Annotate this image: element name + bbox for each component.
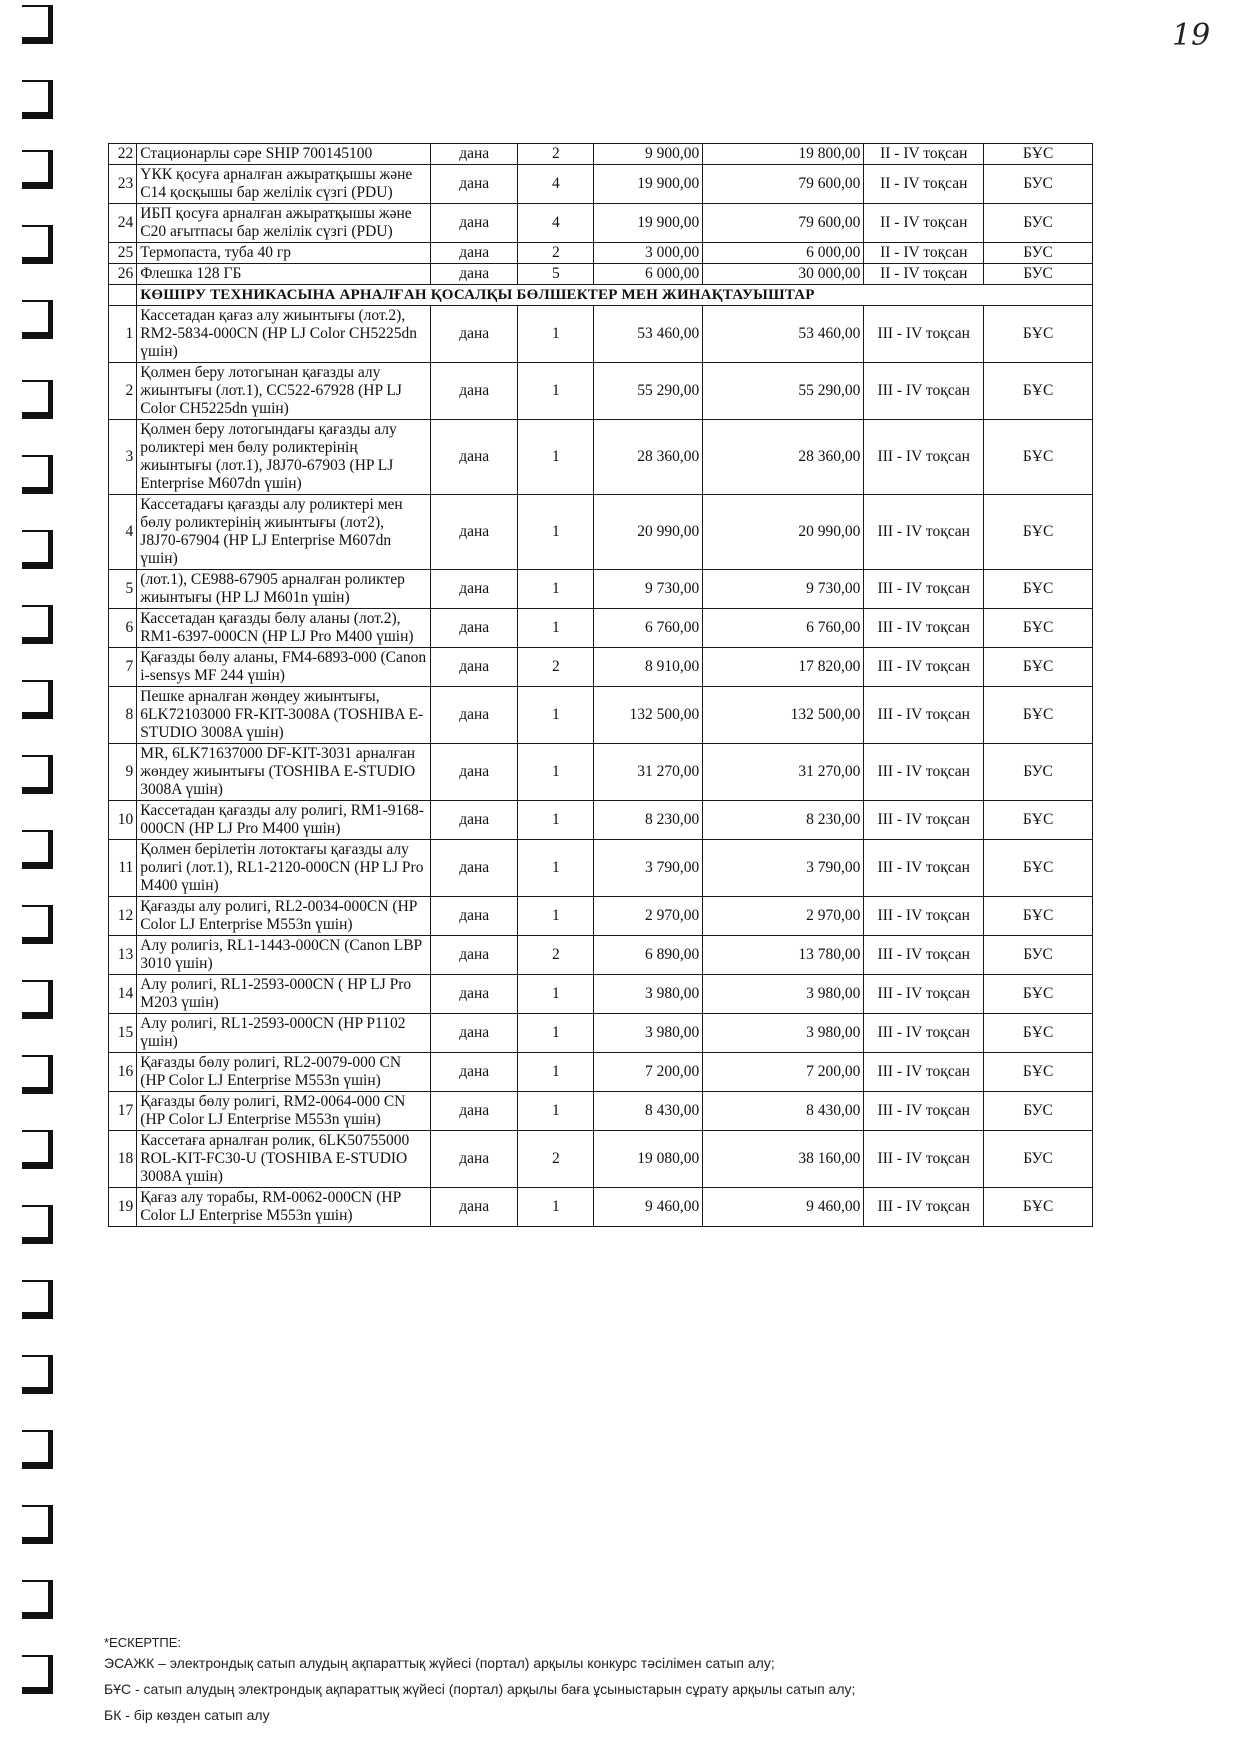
table-row bbox=[109, 363, 1093, 420]
cell-term: III - IV тоқсан bbox=[864, 936, 984, 975]
cell-method: БҰС bbox=[984, 897, 1093, 936]
cell-method: БУС bbox=[984, 165, 1093, 204]
cell-unit: дана bbox=[431, 801, 518, 840]
cell-price: 9 730,00 bbox=[594, 570, 703, 609]
cell-unit: дана bbox=[431, 609, 518, 648]
cell-method: БУС bbox=[984, 204, 1093, 243]
binding-clips bbox=[8, 0, 48, 1754]
cell-sum: 79 600,00 bbox=[703, 204, 864, 243]
cell-price: 19 900,00 bbox=[594, 165, 703, 204]
cell-price: 3 980,00 bbox=[594, 1014, 703, 1053]
cell-num: 6 bbox=[109, 609, 137, 648]
cell-empty bbox=[109, 285, 137, 306]
table-row bbox=[109, 1053, 1093, 1092]
cell-name: Флешка 128 ГБ bbox=[137, 264, 431, 285]
binding-clip bbox=[22, 150, 53, 189]
cell-method: БҰС bbox=[984, 570, 1093, 609]
cell-unit: дана bbox=[431, 687, 518, 744]
cell-qty: 5 bbox=[518, 264, 594, 285]
cell-num: 13 bbox=[109, 936, 137, 975]
cell-qty: 1 bbox=[518, 609, 594, 648]
cell-sum: 8 230,00 bbox=[703, 801, 864, 840]
cell-num: 9 bbox=[109, 744, 137, 801]
cell-unit: дана bbox=[431, 744, 518, 801]
cell-term: III - IV тоқсан bbox=[864, 1188, 984, 1227]
cell-unit: дана bbox=[431, 1053, 518, 1092]
binding-clip bbox=[22, 455, 53, 494]
binding-clip bbox=[22, 980, 53, 1019]
table-row bbox=[109, 648, 1093, 687]
cell-unit: дана bbox=[431, 840, 518, 897]
cell-price: 3 790,00 bbox=[594, 840, 703, 897]
notes-heading: *ЕСКЕРТПЕ: bbox=[104, 1635, 182, 1650]
cell-num: 1 bbox=[109, 306, 137, 363]
cell-unit: дана bbox=[431, 936, 518, 975]
cell-num: 24 bbox=[109, 204, 137, 243]
binding-clip bbox=[22, 380, 53, 419]
cell-num: 22 bbox=[109, 144, 137, 165]
cell-name: Кассетадан қағазды бөлу аланы (лот.2), RM1-6397-000CN (HP LJ Pro M400 үшін) bbox=[137, 609, 431, 648]
cell-price: 19 900,00 bbox=[594, 204, 703, 243]
cell-price: 53 460,00 bbox=[594, 306, 703, 363]
cell-qty: 1 bbox=[518, 1188, 594, 1227]
binding-clip bbox=[22, 605, 53, 644]
binding-clip bbox=[22, 1205, 53, 1244]
cell-sum: 3 790,00 bbox=[703, 840, 864, 897]
cell-sum: 132 500,00 bbox=[703, 687, 864, 744]
cell-name: Қағазды бөлу ролигі, RL2-0079-000 CN (HP Color LJ Enterprise M553n үшін) bbox=[137, 1053, 431, 1092]
cell-term: II - IV тоқсан bbox=[864, 144, 984, 165]
cell-term: III - IV тоқсан bbox=[864, 840, 984, 897]
cell-name: Қолмен беру лотогынан қағазды алу жиынтығы (лот.1), CC522-67928 (HP LJ Color CH5225dn үшін) bbox=[137, 363, 431, 420]
binding-clip bbox=[22, 1505, 53, 1544]
table-row bbox=[109, 144, 1093, 165]
cell-price: 132 500,00 bbox=[594, 687, 703, 744]
note-line: БК - бір көзден сатып алу bbox=[104, 1707, 270, 1723]
cell-method: БУС bbox=[984, 243, 1093, 264]
cell-price: 9 900,00 bbox=[594, 144, 703, 165]
cell-name: ҮКК қосуға арналған ажыратқышы және С14 қосқышы бар желілік сүзгі (PDU) bbox=[137, 165, 431, 204]
binding-clip bbox=[22, 530, 53, 569]
cell-sum: 13 780,00 bbox=[703, 936, 864, 975]
cell-name: Кассетадан қағазды алу ролигі, RM1-9168-000CN (HP LJ Pro M400 үшін) bbox=[137, 801, 431, 840]
cell-num: 25 bbox=[109, 243, 137, 264]
cell-unit: дана bbox=[431, 165, 518, 204]
cell-term: III - IV тоқсан bbox=[864, 744, 984, 801]
cell-sum: 3 980,00 bbox=[703, 975, 864, 1014]
table-row bbox=[109, 264, 1093, 285]
cell-price: 8 230,00 bbox=[594, 801, 703, 840]
cell-sum: 30 000,00 bbox=[703, 264, 864, 285]
cell-unit: дана bbox=[431, 264, 518, 285]
cell-price: 28 360,00 bbox=[594, 420, 703, 495]
cell-term: III - IV тоқсан bbox=[864, 306, 984, 363]
cell-qty: 1 bbox=[518, 495, 594, 570]
cell-unit: дана bbox=[431, 243, 518, 264]
cell-num: 18 bbox=[109, 1131, 137, 1188]
cell-num: 26 bbox=[109, 264, 137, 285]
cell-num: 8 bbox=[109, 687, 137, 744]
binding-clip bbox=[22, 1355, 53, 1394]
cell-qty: 1 bbox=[518, 975, 594, 1014]
section-title: КӨШІРУ ТЕХНИКАСЫНА АРНАЛҒАН ҚОСАЛҚЫ БӨЛШЕКТЕР МЕН ЖИНАҚТАУЫШТАР bbox=[137, 285, 1093, 306]
binding-clip bbox=[22, 755, 53, 794]
cell-sum: 38 160,00 bbox=[703, 1131, 864, 1188]
cell-term: II - IV тоқсан bbox=[864, 264, 984, 285]
table-row bbox=[109, 306, 1093, 363]
cell-unit: дана bbox=[431, 570, 518, 609]
table-row bbox=[109, 1092, 1093, 1131]
cell-price: 20 990,00 bbox=[594, 495, 703, 570]
cell-name: Қағазды бөлу ролигі, RM2-0064-000 CN (HP Color LJ Enterprise M553n үшін) bbox=[137, 1092, 431, 1131]
table-row bbox=[109, 609, 1093, 648]
cell-method: БУС bbox=[984, 744, 1093, 801]
cell-qty: 1 bbox=[518, 306, 594, 363]
cell-sum: 20 990,00 bbox=[703, 495, 864, 570]
cell-qty: 1 bbox=[518, 420, 594, 495]
binding-clip bbox=[22, 1055, 53, 1094]
cell-qty: 2 bbox=[518, 144, 594, 165]
cell-qty: 1 bbox=[518, 897, 594, 936]
cell-unit: дана bbox=[431, 204, 518, 243]
binding-clip bbox=[22, 1580, 53, 1619]
section-row bbox=[109, 285, 1093, 306]
cell-term: III - IV тоқсан bbox=[864, 801, 984, 840]
cell-num: 23 bbox=[109, 165, 137, 204]
cell-method: БҰС bbox=[984, 687, 1093, 744]
cell-method: БУС bbox=[984, 1092, 1093, 1131]
cell-qty: 1 bbox=[518, 1053, 594, 1092]
cell-name: Қағазды бөлу аланы, FM4-6893-000 (Canon i-sensys MF 244 үшін) bbox=[137, 648, 431, 687]
cell-term: III - IV тоқсан bbox=[864, 1092, 984, 1131]
table-row bbox=[109, 1131, 1093, 1188]
cell-qty: 1 bbox=[518, 1014, 594, 1053]
cell-num: 2 bbox=[109, 363, 137, 420]
table-row bbox=[109, 165, 1093, 204]
binding-clip bbox=[22, 80, 53, 119]
cell-qty: 1 bbox=[518, 687, 594, 744]
binding-clip bbox=[22, 1280, 53, 1319]
table-row bbox=[109, 495, 1093, 570]
note-line: БҰС - сатып алудың электрондық ақпараттық жүйесі (портал) арқылы баға ұсыныстарын сұрату арқылы сатып алу; bbox=[104, 1681, 856, 1697]
table-row bbox=[109, 744, 1093, 801]
cell-price: 3 000,00 bbox=[594, 243, 703, 264]
cell-sum: 6 000,00 bbox=[703, 243, 864, 264]
cell-name: Термопаста, туба 40 гр bbox=[137, 243, 431, 264]
cell-price: 19 080,00 bbox=[594, 1131, 703, 1188]
cell-qty: 2 bbox=[518, 648, 594, 687]
cell-num: 4 bbox=[109, 495, 137, 570]
cell-method: БҰС bbox=[984, 1053, 1093, 1092]
table-row bbox=[109, 687, 1093, 744]
binding-clip bbox=[22, 225, 53, 264]
cell-qty: 1 bbox=[518, 744, 594, 801]
binding-clip bbox=[22, 830, 53, 869]
cell-price: 3 980,00 bbox=[594, 975, 703, 1014]
cell-method: БҰС bbox=[984, 801, 1093, 840]
cell-method: БҰС bbox=[984, 975, 1093, 1014]
table-row bbox=[109, 975, 1093, 1014]
cell-term: III - IV тоқсан bbox=[864, 420, 984, 495]
cell-price: 6 000,00 bbox=[594, 264, 703, 285]
cell-method: БҰС bbox=[984, 609, 1093, 648]
cell-term: III - IV тоқсан bbox=[864, 687, 984, 744]
cell-unit: дана bbox=[431, 495, 518, 570]
cell-method: БУС bbox=[984, 936, 1093, 975]
cell-term: III - IV тоқсан bbox=[864, 1053, 984, 1092]
cell-num: 16 bbox=[109, 1053, 137, 1092]
cell-method: БҰС bbox=[984, 648, 1093, 687]
cell-unit: дана bbox=[431, 897, 518, 936]
cell-price: 6 760,00 bbox=[594, 609, 703, 648]
cell-unit: дана bbox=[431, 648, 518, 687]
cell-sum: 7 200,00 bbox=[703, 1053, 864, 1092]
cell-sum: 8 430,00 bbox=[703, 1092, 864, 1131]
cell-qty: 2 bbox=[518, 936, 594, 975]
cell-sum: 79 600,00 bbox=[703, 165, 864, 204]
binding-clip bbox=[22, 905, 53, 944]
cell-qty: 1 bbox=[518, 801, 594, 840]
cell-sum: 55 290,00 bbox=[703, 363, 864, 420]
cell-method: БҰС bbox=[984, 144, 1093, 165]
cell-sum: 9 460,00 bbox=[703, 1188, 864, 1227]
procurement-table bbox=[108, 143, 1093, 1227]
cell-sum: 53 460,00 bbox=[703, 306, 864, 363]
cell-term: II - IV тоқсан bbox=[864, 165, 984, 204]
table-row bbox=[109, 936, 1093, 975]
cell-qty: 1 bbox=[518, 570, 594, 609]
cell-price: 2 970,00 bbox=[594, 897, 703, 936]
cell-term: III - IV тоқсан bbox=[864, 975, 984, 1014]
cell-num: 5 bbox=[109, 570, 137, 609]
cell-method: БҰС bbox=[984, 1014, 1093, 1053]
cell-unit: дана bbox=[431, 363, 518, 420]
cell-sum: 2 970,00 bbox=[703, 897, 864, 936]
cell-method: БҰС bbox=[984, 306, 1093, 363]
table-row bbox=[109, 204, 1093, 243]
cell-price: 9 460,00 bbox=[594, 1188, 703, 1227]
cell-name: Алу ролигіз, RL1-1443-000CN (Canon LBP 3010 үшін) bbox=[137, 936, 431, 975]
cell-num: 10 bbox=[109, 801, 137, 840]
table-row bbox=[109, 801, 1093, 840]
cell-method: БҰС bbox=[984, 420, 1093, 495]
notes bbox=[104, 1636, 855, 1728]
cell-sum: 9 730,00 bbox=[703, 570, 864, 609]
table-row bbox=[109, 570, 1093, 609]
cell-qty: 4 bbox=[518, 165, 594, 204]
cell-name: ИБП қосуға арналған ажыратқышы және С20 ағытпасы бар желілік сүзгі (PDU) bbox=[137, 204, 431, 243]
cell-unit: дана bbox=[431, 1188, 518, 1227]
cell-name: Кассетадан қағаз алу жиынтығы (лот.2), RM2-5834-000CN (HP LJ Color CH5225dn үшін) bbox=[137, 306, 431, 363]
cell-sum: 28 360,00 bbox=[703, 420, 864, 495]
cell-method: БҰС bbox=[984, 1188, 1093, 1227]
cell-price: 7 200,00 bbox=[594, 1053, 703, 1092]
cell-name: Кассетаға арналған ролик, 6LK50755000 ROL-KIT-FC30-U (TOSHIBA E-STUDIO 3008A үшін) bbox=[137, 1131, 431, 1188]
cell-num: 14 bbox=[109, 975, 137, 1014]
cell-unit: дана bbox=[431, 1014, 518, 1053]
cell-price: 8 910,00 bbox=[594, 648, 703, 687]
binding-clip bbox=[22, 300, 53, 339]
cell-num: 3 bbox=[109, 420, 137, 495]
cell-term: III - IV тоқсан bbox=[864, 570, 984, 609]
note-line: ЭСАЖК – электрондық сатып алудың ақпараттық жүйесі (портал) арқылы конкурс тәсілімен сатып алу; bbox=[104, 1655, 775, 1671]
cell-term: III - IV тоқсан bbox=[864, 1014, 984, 1053]
cell-unit: дана bbox=[431, 1131, 518, 1188]
cell-name: Пешке арналған жөндеу жиынтығы, 6LK72103000 FR-KIT-3008A (TOSHIBA E-STUDIO 3008A үшін) bbox=[137, 687, 431, 744]
cell-qty: 2 bbox=[518, 1131, 594, 1188]
cell-name: Қағаз алу торабы, RM-0062-000CN (HP Color LJ Enterprise M553n үшін) bbox=[137, 1188, 431, 1227]
cell-method: БҰС bbox=[984, 363, 1093, 420]
table-row bbox=[109, 1188, 1093, 1227]
cell-sum: 3 980,00 bbox=[703, 1014, 864, 1053]
cell-term: III - IV тоқсан bbox=[864, 897, 984, 936]
cell-name: Қолмен беру лотогындағы қағазды алу роликтері мен бөлу роликтерінің жиынтығы (лот.1), J8J70-67903 (HP LJ Enterprise M607dn үшін) bbox=[137, 420, 431, 495]
cell-price: 31 270,00 bbox=[594, 744, 703, 801]
cell-term: III - IV тоқсан bbox=[864, 648, 984, 687]
cell-name: Қағазды алу ролигі, RL2-0034-000CN (HP Color LJ Enterprise M553n үшін) bbox=[137, 897, 431, 936]
cell-name: Кассетадағы қағазды алу роликтері мен бөлу роликтерінің жиынтығы (лот2), J8J70-67904 (HP LJ Enterprise M607dn үшін) bbox=[137, 495, 431, 570]
table-row bbox=[109, 420, 1093, 495]
cell-qty: 4 bbox=[518, 204, 594, 243]
cell-sum: 6 760,00 bbox=[703, 609, 864, 648]
cell-qty: 2 bbox=[518, 243, 594, 264]
cell-price: 8 430,00 bbox=[594, 1092, 703, 1131]
cell-name: Алу ролигі, RL1-2593-000CN (HP P1102 үшін) bbox=[137, 1014, 431, 1053]
cell-unit: дана bbox=[431, 144, 518, 165]
cell-term: III - IV тоқсан bbox=[864, 495, 984, 570]
table-row bbox=[109, 897, 1093, 936]
binding-clip bbox=[22, 1655, 53, 1694]
cell-price: 6 890,00 bbox=[594, 936, 703, 975]
cell-sum: 31 270,00 bbox=[703, 744, 864, 801]
page-number: 19 bbox=[1172, 18, 1211, 53]
cell-num: 11 bbox=[109, 840, 137, 897]
cell-method: БҰС bbox=[984, 495, 1093, 570]
cell-qty: 1 bbox=[518, 1092, 594, 1131]
cell-unit: дана bbox=[431, 306, 518, 363]
binding-clip bbox=[22, 680, 53, 719]
cell-term: III - IV тоқсан bbox=[864, 363, 984, 420]
cell-sum: 19 800,00 bbox=[703, 144, 864, 165]
cell-name: Стационарлы сәре SHIP 700145100 bbox=[137, 144, 431, 165]
cell-method: БҰС bbox=[984, 840, 1093, 897]
binding-clip bbox=[22, 5, 53, 44]
cell-method: БУС bbox=[984, 264, 1093, 285]
table-row bbox=[109, 243, 1093, 264]
cell-method: БУС bbox=[984, 1131, 1093, 1188]
cell-term: III - IV тоқсан bbox=[864, 1131, 984, 1188]
cell-unit: дана bbox=[431, 975, 518, 1014]
cell-sum: 17 820,00 bbox=[703, 648, 864, 687]
cell-qty: 1 bbox=[518, 840, 594, 897]
cell-num: 19 bbox=[109, 1188, 137, 1227]
binding-clip bbox=[22, 1430, 53, 1469]
table-row bbox=[109, 840, 1093, 897]
table-row bbox=[109, 1014, 1093, 1053]
cell-term: III - IV тоқсан bbox=[864, 609, 984, 648]
cell-name: Алу ролигі, RL1-2593-000CN ( HP LJ Pro M203 үшін) bbox=[137, 975, 431, 1014]
cell-num: 15 bbox=[109, 1014, 137, 1053]
cell-unit: дана bbox=[431, 1092, 518, 1131]
cell-unit: дана bbox=[431, 420, 518, 495]
cell-num: 12 bbox=[109, 897, 137, 936]
cell-price: 55 290,00 bbox=[594, 363, 703, 420]
cell-qty: 1 bbox=[518, 363, 594, 420]
cell-term: II - IV тоқсан bbox=[864, 243, 984, 264]
cell-name: (лот.1), CE988-67905 арналған роликтер жиынтығы (HP LJ M601n үшін) bbox=[137, 570, 431, 609]
binding-clip bbox=[22, 1130, 53, 1169]
cell-name: MR, 6LK71637000 DF-KIT-3031 арналған жөндеу жиынтығы (TOSHIBA E-STUDIO 3008A үшін) bbox=[137, 744, 431, 801]
cell-name: Қолмен берілетін лотоктағы қағазды алу ролигі (лот.1), RL1-2120-000CN (HP LJ Pro M400 үшін) bbox=[137, 840, 431, 897]
cell-num: 7 bbox=[109, 648, 137, 687]
cell-num: 17 bbox=[109, 1092, 137, 1131]
cell-term: II - IV тоқсан bbox=[864, 204, 984, 243]
